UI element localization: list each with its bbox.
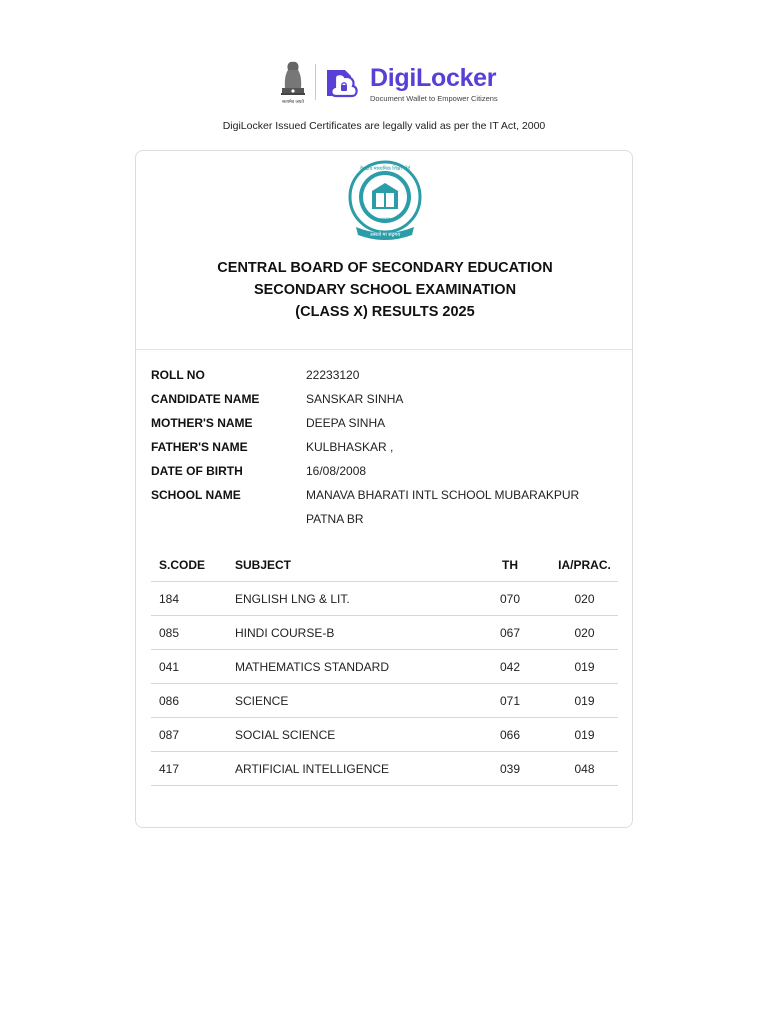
cell-subject: SOCIAL SCIENCE (235, 718, 469, 752)
brand-name: DigiLocker (370, 64, 497, 92)
digilocker-header (0, 56, 768, 108)
cell-th: 039 (469, 752, 551, 786)
cell-subject: SCIENCE (235, 684, 469, 718)
header-divider (315, 64, 316, 100)
cell-subject: ENGLISH LNG & LIT. (235, 582, 469, 616)
info-row-roll-no (151, 363, 621, 387)
brand-tagline: Document Wallet to Empower Citizens (370, 94, 498, 103)
cell-code: 087 (151, 718, 235, 752)
info-row-fathers-name (151, 435, 621, 459)
header-scode: S.CODE (151, 549, 235, 582)
cell-code: 086 (151, 684, 235, 718)
marks-table (151, 549, 618, 786)
cell-ia: 020 (551, 616, 618, 650)
cell-subject: HINDI COURSE-B (235, 616, 469, 650)
digilocker-logo-icon (321, 64, 367, 104)
marks-header-row (151, 549, 618, 582)
info-label: CANDIDATE NAME (151, 392, 260, 406)
legal-notice: DigiLocker Issued Certificates are legally valid as per the IT Act, 2000 (222, 120, 546, 132)
info-row-mothers-name (151, 411, 621, 435)
info-row-school-name (151, 483, 621, 531)
info-label: ROLL NO (151, 368, 205, 382)
exam-titles (136, 257, 634, 323)
seal-top-text: केन्द्रीय माध्यमिक शिक्षा बोर्ड (360, 166, 410, 172)
cell-subject: ARTIFICIAL INTELLIGENCE (235, 752, 469, 786)
info-row-date-of-birth (151, 459, 621, 483)
info-value: SANSKAR SINHA (306, 392, 404, 406)
cell-code: 085 (151, 616, 235, 650)
title-results: (CLASS X) RESULTS 2025 (295, 304, 475, 320)
cell-ia: 020 (551, 582, 618, 616)
title-board: CENTRAL BOARD OF SECONDARY EDUCATION (217, 260, 553, 276)
seal-mid-text: भारत (380, 217, 390, 223)
cell-subject: MATHEMATICS STANDARD (235, 650, 469, 684)
header-th: TH (469, 549, 551, 582)
info-label: FATHER'S NAME (151, 440, 248, 454)
table-row (151, 582, 618, 616)
info-value: MANAVA BHARATI INTL SCHOOL MUBARAKPUR PATNA BR (306, 488, 580, 526)
cell-th: 071 (469, 684, 551, 718)
cell-th: 070 (469, 582, 551, 616)
result-card (135, 150, 633, 828)
table-row (151, 752, 618, 786)
cell-th: 066 (469, 718, 551, 752)
seal-motto: असतो मा सद्गमय (369, 232, 401, 238)
cell-code: 184 (151, 582, 235, 616)
table-row (151, 616, 618, 650)
info-value: 22233120 (306, 368, 360, 382)
table-row (151, 684, 618, 718)
title-exam: SECONDARY SCHOOL EXAMINATION (253, 282, 517, 298)
info-label: SCHOOL NAME (151, 488, 241, 502)
cell-ia: 019 (551, 650, 618, 684)
info-value: KULBHASKAR , (306, 440, 394, 454)
header-ia: IA/PRAC. (551, 549, 618, 582)
table-row (151, 718, 618, 752)
info-value: 16/08/2008 (306, 464, 367, 478)
emblem-motto: सत्यमेव जयते (282, 99, 304, 104)
candidate-info (151, 363, 621, 531)
header-subject: SUBJECT (235, 549, 469, 582)
info-label: DATE OF BIRTH (151, 464, 243, 478)
info-label: MOTHER'S NAME (151, 416, 253, 430)
cell-ia: 048 (551, 752, 618, 786)
cell-code: 417 (151, 752, 235, 786)
cell-th: 067 (469, 616, 551, 650)
cell-ia: 019 (551, 718, 618, 752)
table-row (151, 650, 618, 684)
cell-ia: 019 (551, 684, 618, 718)
cell-th: 042 (469, 650, 551, 684)
info-row-candidate-name (151, 387, 621, 411)
cbse-seal-icon (346, 159, 424, 243)
cell-code: 041 (151, 650, 235, 684)
national-emblem-icon (278, 58, 308, 106)
card-divider (136, 349, 632, 350)
info-value: DEEPA SINHA (306, 416, 386, 430)
